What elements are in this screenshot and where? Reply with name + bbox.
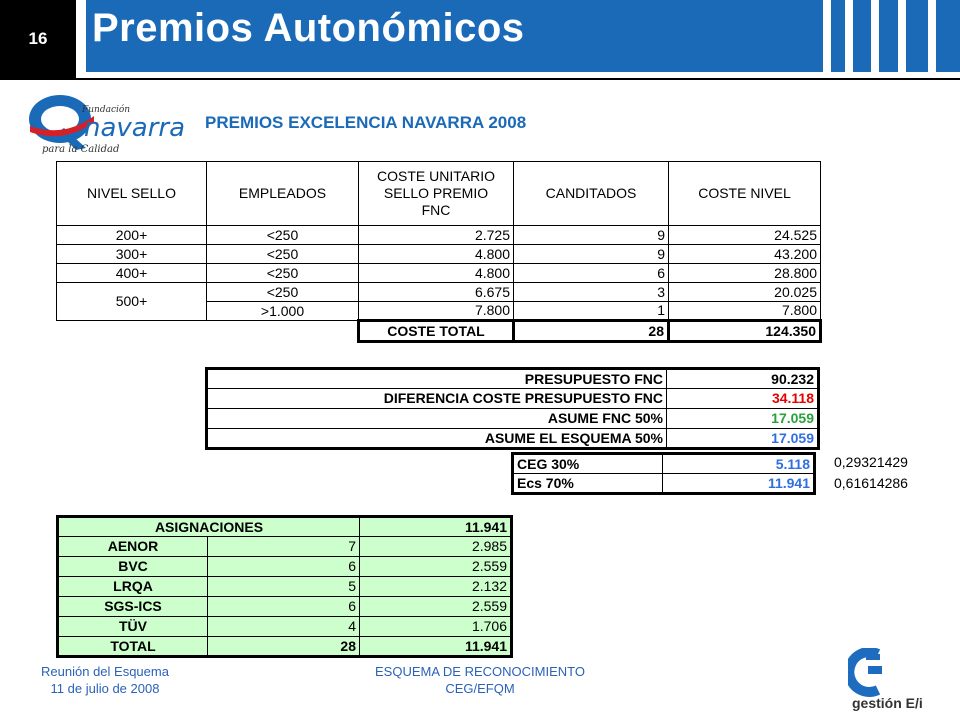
table-row [58, 597, 512, 617]
split-value: 11.941 [663, 474, 815, 494]
assign-name: TÜV [58, 617, 208, 637]
footer-scheme: ESQUEMA DE RECONOCIMIENTO CEG/EFQM [375, 664, 585, 696]
budget-label: ASUME EL ESQUEMA 50% [207, 429, 667, 449]
title-stripe [823, 0, 831, 72]
cell-total-coste: 124.350 [669, 321, 821, 342]
table-row [513, 474, 815, 494]
cell-coste: 4.800 [359, 264, 514, 283]
footer-meeting: Reunión del Esquema 11 de julio de 2008 [41, 664, 169, 696]
split-label: Ecs 70% [513, 474, 663, 494]
cell-coste: 7.800 [359, 302, 514, 321]
cell-coste-nivel: 28.800 [669, 264, 821, 283]
cell-empleados: <250 [207, 283, 359, 302]
table-row [58, 537, 512, 557]
assign-count: 6 [208, 597, 360, 617]
col-header-canditados: CANDITADOS [514, 162, 669, 226]
title-stripe [928, 0, 936, 72]
split-table [511, 452, 816, 495]
table-row [57, 283, 821, 302]
cell-nivel: 300+ [57, 245, 207, 264]
budget-label: ASUME FNC 50% [207, 409, 667, 429]
assign-total-count: 28 [208, 637, 360, 657]
assign-total-name: TOTAL [58, 637, 208, 657]
cell-candidatos: 9 [514, 245, 669, 264]
col-header-coste-nivel: COSTE NIVEL [669, 162, 821, 226]
table-row [58, 557, 512, 577]
cell-coste-nivel: 7.800 [669, 302, 821, 321]
assign-value: 2.985 [360, 537, 512, 557]
svg-text:para la Calidad: para la Calidad [42, 144, 120, 155]
cost-table [56, 161, 822, 343]
ratio-ceg: 0,29321429 [834, 454, 908, 470]
assign-count: 6 [208, 557, 360, 577]
col-header-coste-unitario: COSTE UNITARIO SELLO PREMIO FNC [359, 162, 514, 226]
assign-value: 2.559 [360, 597, 512, 617]
cell-coste-nivel: 43.200 [669, 245, 821, 264]
assign-name: AENOR [58, 537, 208, 557]
split-label: CEG 30% [513, 454, 663, 474]
cell-coste-nivel: 24.525 [669, 226, 821, 245]
svg-text:Fundación: Fundación [82, 105, 131, 115]
table-row [57, 245, 821, 264]
assign-total-value: 11.941 [360, 637, 512, 657]
budget-label: PRESUPUESTO FNC [207, 369, 667, 389]
title-stripe [898, 0, 906, 72]
table-row [58, 577, 512, 597]
title-stripe [871, 0, 879, 72]
cell-nivel: 500+ [57, 283, 207, 321]
table-row [57, 226, 821, 245]
table-row [58, 617, 512, 637]
budget-value: 34.118 [667, 389, 819, 409]
table-total-row [57, 321, 821, 342]
cell-coste-nivel: 20.025 [669, 283, 821, 302]
cell-nivel: 400+ [57, 264, 207, 283]
page-title: Premios Autonómicos [92, 6, 525, 50]
cell-empleados: <250 [207, 245, 359, 264]
assign-count: 5 [208, 577, 360, 597]
cell-coste: 6.675 [359, 283, 514, 302]
assign-value: 2.559 [360, 557, 512, 577]
assign-name: BVC [58, 557, 208, 577]
svg-text:gestión E/i: gestión E/i [852, 695, 923, 711]
cell-empleados: <250 [207, 264, 359, 283]
cell-total-candidatos: 28 [514, 321, 669, 342]
table-row [207, 369, 819, 389]
assign-name: SGS-ICS [58, 597, 208, 617]
cell-coste: 2.725 [359, 226, 514, 245]
slide-subtitle: PREMIOS EXCELENCIA NAVARRA 2008 [205, 113, 527, 132]
ratio-ecs: 0,61614286 [834, 475, 908, 491]
cell-candidatos: 6 [514, 264, 669, 283]
fundacion-navarra-logo [24, 86, 200, 156]
cell-candidatos: 3 [514, 283, 669, 302]
assign-value: 1.706 [360, 617, 512, 637]
budget-label: DIFERENCIA COSTE PRESUPUESTO FNC [207, 389, 667, 409]
assign-value: 2.132 [360, 577, 512, 597]
table-row [57, 264, 821, 283]
split-value: 5.118 [663, 454, 815, 474]
table-row [207, 409, 819, 429]
assign-count: 7 [208, 537, 360, 557]
cell-empleados: <250 [207, 226, 359, 245]
title-stripe [845, 0, 853, 72]
cell-empleados: >1.000 [207, 302, 359, 321]
cell-coste: 4.800 [359, 245, 514, 264]
header-rule [0, 78, 960, 80]
budget-value: 17.059 [667, 429, 819, 449]
cell-candidatos: 1 [514, 302, 669, 321]
cell-total-label: COSTE TOTAL [359, 321, 514, 342]
table-row [207, 389, 819, 409]
assign-count: 4 [208, 617, 360, 637]
cell-candidatos: 9 [514, 226, 669, 245]
col-header-empleados: EMPLEADOS [207, 162, 359, 226]
col-header-nivel: NIVEL SELLO [57, 162, 207, 226]
table-header-row [58, 517, 512, 537]
assign-header-value: 11.941 [360, 517, 512, 537]
table-total-row [58, 637, 512, 657]
assign-table [56, 515, 513, 658]
svg-text:navarra: navarra [84, 113, 186, 143]
budget-value: 17.059 [667, 409, 819, 429]
table-row [513, 454, 815, 474]
gestion-ei-logo [848, 648, 948, 712]
assign-header-label: ASIGNACIONES [58, 517, 360, 537]
budget-value: 90.232 [667, 369, 819, 389]
cell-nivel: 200+ [57, 226, 207, 245]
budget-table [205, 367, 820, 450]
table-row [207, 429, 819, 449]
assign-name: LRQA [58, 577, 208, 597]
page-number: 16 [0, 0, 76, 78]
